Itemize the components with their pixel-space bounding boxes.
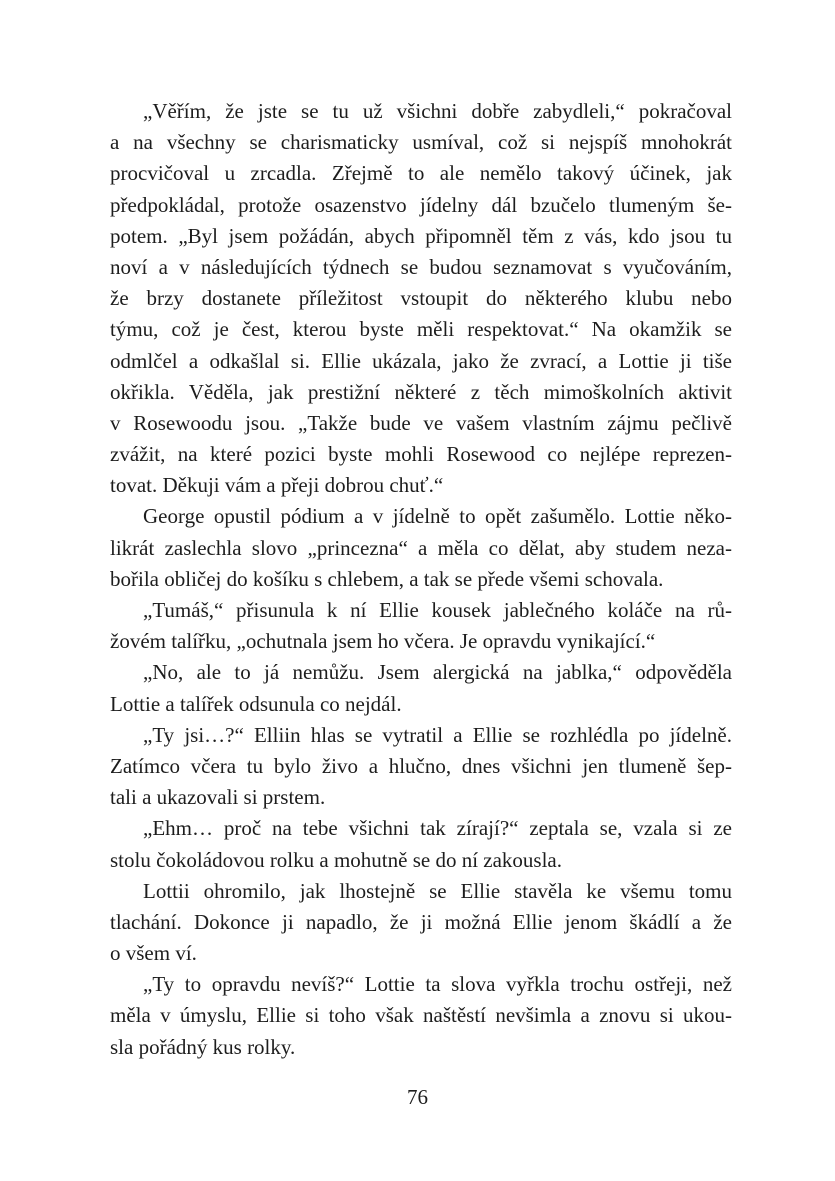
paragraph <box>110 501 732 595</box>
paragraph <box>110 595 732 657</box>
text-line: „Ty to opravdu nevíš?“ Lottie ta slova vyřkla trochu ostřeji, než <box>143 972 732 997</box>
text-line: tlachání. Dokonce ji napadlo, že ji možná Ellie jenom škádlí a že <box>110 909 732 934</box>
paragraph <box>110 969 732 1063</box>
paragraph <box>110 720 732 814</box>
text-line: „Ehm… proč na tebe všichni tak zírají?“ zeptala se, vzala si ze <box>143 816 732 841</box>
text-line: okřikla. Věděla, jak prestižní některé z těch mimoškolních aktivit <box>110 379 732 404</box>
text-line: v Rosewoodu jsou. „Takže bude ve vašem vlastním zájmu pečlivě <box>110 410 732 435</box>
text-line: týmu, což je čest, kterou byste měli respektovat.“ Na okamžik se <box>110 317 732 342</box>
paragraph <box>110 657 732 719</box>
paragraph <box>110 96 732 501</box>
text-line: „Tumáš,“ přisunula k ní Ellie kousek jablečného koláče na rů- <box>143 598 732 622</box>
page-number: 76 <box>407 1085 428 1109</box>
text-line: a na všechny se charismaticky usmíval, což si nejspíš mnohokrát <box>110 130 732 155</box>
text-line: Zatímco včera tu bylo živo a hlučno, dnes všichni jen tlumeně šep- <box>110 753 732 778</box>
text-line: „No, ale to já nemůžu. Jsem alergická na jablka,“ odpověděla <box>143 660 732 685</box>
text-line: sla pořádný kus rolky. <box>110 1034 296 1059</box>
text-line: tovat. Děkuji vám a přeji dobrou chuť.“ <box>110 473 444 498</box>
text-line: Lottie a talířek odsunula co nejdál. <box>110 691 402 716</box>
text-line: procvičoval u zrcadla. Zřejmě to ale nemělo takový účinek, jak <box>110 161 732 186</box>
paragraph <box>110 876 732 970</box>
text-line: potem. „Byl jsem požádán, abych připomněl těm z vás, kdo jsou tu <box>110 223 732 248</box>
text-line: odmlčel a odkašlal si. Ellie ukázala, jako že zvrací, a Lottie ji tiše <box>110 348 732 373</box>
text-line: likrát zaslechla slovo „princezna“ a měla co dělat, aby studem neza- <box>110 535 732 560</box>
text-line: žovém talířku, „ochutnala jsem ho včera. Je opravdu vynikající.“ <box>110 629 656 654</box>
text-line: o všem ví. <box>110 941 197 966</box>
text-line: že brzy dostanete příležitost vstoupit do některého klubu nebo <box>110 286 732 311</box>
text-line: noví a v následujících týdnech se budou seznamovat s vyučováním, <box>110 254 732 279</box>
book-page-body <box>110 96 732 1063</box>
text-line: George opustil pódium a v jídelně to opět zašumělo. Lottie něko- <box>143 504 732 529</box>
text-line: měla v úmyslu, Ellie si toho však naštěstí nevšimla a znovu si ukou- <box>110 1003 732 1028</box>
text-line: „Věřím, že jste se tu už všichni dobře zabydleli,“ pokračoval <box>143 99 732 123</box>
text-line: tali a ukazovali si prstem. <box>110 785 326 810</box>
text-line: Lottii ohromilo, jak lhostejně se Ellie stavěla ke všemu tomu <box>143 878 732 903</box>
text-line: předpokládal, protože osazenstvo jídelny dál bzučelo tlumeným še- <box>110 192 732 217</box>
text-line: bořila obličej do košíku s chlebem, a tak se přede všemi schovala. <box>110 566 664 591</box>
text-line: „Ty jsi…?“ Elliin hlas se vytratil a Ellie se rozhlédla po jídelně. <box>143 722 732 747</box>
text-line: zvážit, na které pozici byste mohli Rosewood co nejlépe reprezen- <box>110 442 732 467</box>
text-line: stolu čokoládovou rolku a mohutně se do ní zakousla. <box>110 847 563 872</box>
paragraph <box>110 813 732 875</box>
